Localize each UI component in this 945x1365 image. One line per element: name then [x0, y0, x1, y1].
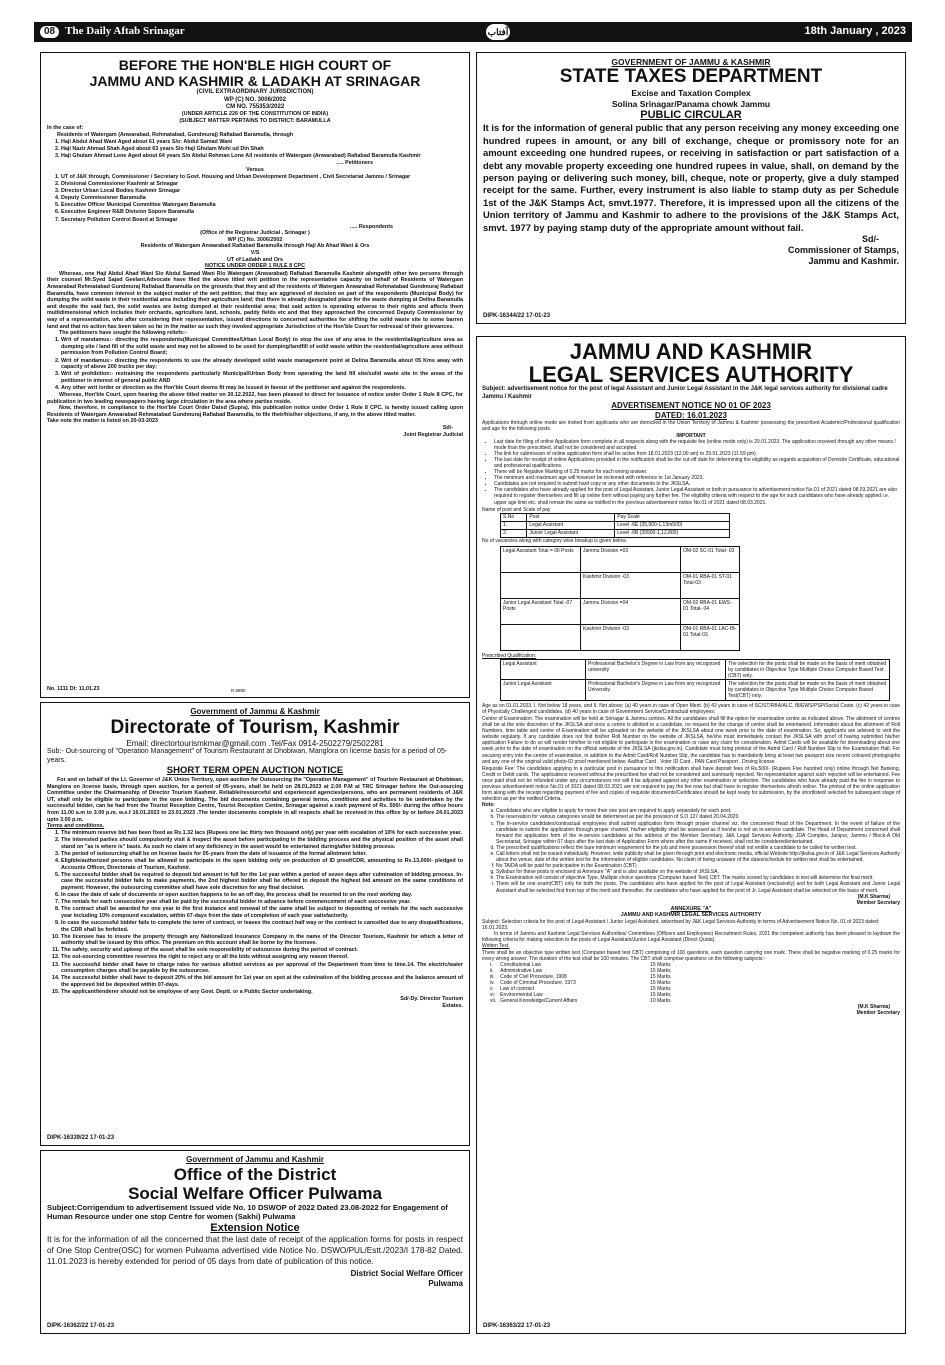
- vacancy-breakup: OM-02 RBA-01 EWS-01 Total- 04: [681, 599, 740, 625]
- annexure-body: In terms of Jammu and Kashmir Legal Services Authorities/ Committees (Officers and Employees) Recruitment Rules, 2021 the competent authority has been pleased to laydown the following criteria for making selection to the posts of Legal Assistant/Junior Legal Assistant (Direct Quota).: [482, 931, 900, 944]
- respondent-item: 6. Executive Engineer R&B Division Sopore Baramulla: [61, 209, 463, 216]
- syllabus-cell: General Knowledge/Current Affairs: [500, 998, 578, 1005]
- scale-cell: Level -6E (35,900-1,13m500): [615, 521, 730, 529]
- tourism-auction-notice: [40, 702, 470, 1146]
- legal-signatory-title: Member Secretary: [856, 899, 900, 906]
- note-item: h. The Examination will consist of objective Type, Multiple choice questions (Computer based Test) CBT. The marks scored by candidates in test will determine the final merit.: [496, 875, 900, 881]
- relief-item: 4. Any other writ /order or direction as the Hon'ble Court deems fit may be issued in favour of the petitioner and against the respondents.: [61, 385, 463, 392]
- court-jurisdiction: (CIVIL EXTRAORDINARY JURISDICTION): [196, 89, 314, 96]
- written-body: There shall be an objective type written test (Computer based test CBT) comprising of 100 questions, each question carrying one mark. There shall be negative marking of 0.25 marks for every wrong answer. The duration of the test shall be 100 minutes. The CBT shall comprise questions on the following subjects:-: [482, 949, 900, 962]
- notes-label: Note:: [482, 802, 495, 809]
- taxes-signatory-2: Jammu and Kashmir.: [808, 255, 899, 266]
- court-title-line1: BEFORE THE HON'BLE HIGH COURT OF: [118, 57, 392, 73]
- qualification-table: [500, 659, 890, 701]
- syllabus-cell: vi.: [490, 992, 495, 999]
- legal-dipk: DIPK-16363/22 17-01-23: [483, 1322, 551, 1329]
- taxes-dipk: DIPK-16344/22 17-01-23: [483, 312, 551, 319]
- legal-adv-number: ADVERTISEMENT NOTICE NO 01 OF 2023: [611, 400, 771, 410]
- court-para3: Now, therefore, in compliance to the Hon'ble Court Order Dated (Supra), this publication notice under Order 1 Rule 8 CPC, is hereby issued calling upon Residents of Watergam Anwarabad Rehmatabad Gundmuraj Rafiabad Baramulla, to file their/his/her objections, if any, in the above titled matter.: [47, 405, 463, 418]
- scale-label: Name of post and Scale of pay: [482, 506, 551, 513]
- vacancy-post: Junior Legal Assistant Total -07 Posts: [501, 599, 581, 625]
- syllabus-cell: Administrative Law: [500, 967, 543, 974]
- court-wp2: WP (C) No. 3006/2002: [227, 236, 283, 243]
- vacancy-post: [501, 573, 581, 599]
- court-r-number: R.8880: [231, 687, 246, 693]
- reliefs-list: [47, 337, 463, 391]
- taxes-body: It is for the information of general public that any person receiving any money exceeding one hundred rupees in amount, or any bill of exchange, cheque or promissory note for an amount exceeding one hundred rupees, or receiving in satisfaction or part satisfaction of a debt any movable property exceeding one hundred rupees in value, shall, on demand by the person paying or delivering such money, bill, cheque, note or property, give a duly stamped receipt for the same. Further, every instrument is also liable to stamp duty as per Schedule 1st of the J&K Stamps Act, smvt.1977. Therefore, it is impressed upon all the citizens of the Union territory of Jammu and Kashmir to adhere to the provisions of the J&K Stamps Act, smvt. 1977 by paying stamp duty of the appropriate amount without fail.: [483, 122, 899, 233]
- court-signatory: Joint Registrar Judicial: [403, 431, 463, 438]
- vacancy-label: No of vacancies along with category wise breakup is given below.: [482, 538, 627, 544]
- written-label: Written Test.: [482, 943, 510, 950]
- reliefs-intro: The petitioners have sought the following reliefs:-: [59, 330, 187, 337]
- syllabus-cell: 15 Marks: [650, 973, 671, 980]
- paper-name: The Daily Aftab Srinagar: [65, 25, 185, 38]
- social-welfare-notice: [40, 1150, 470, 1334]
- respondents-label: ..... Respondents: [349, 223, 393, 230]
- table-row: [501, 521, 730, 529]
- social-notice-title: Extension Notice: [210, 1221, 300, 1234]
- term-item: 13. The successful bidder shall have to charge rates for various allotted services as per approval of the Department from time to time.14. The electric/water consumption charges shall be payable by the outsourcee.: [61, 962, 463, 975]
- annexure-subtitle: JAMMU AND KASHMIR LEGAL SERVICES AUTHORITY: [620, 912, 762, 919]
- term-item: 7. The rentals for each consecutive year shall be paid by the successful bidder in advance before commencement of each successive year.: [61, 899, 463, 906]
- syllabus-cell: ii.: [490, 967, 494, 974]
- syllabus-cell: Constitutional Law: [500, 961, 541, 968]
- legal-signatory: (M.K Sharma): [857, 893, 890, 900]
- social-signatory-2: Pulwama: [428, 1278, 463, 1288]
- legal-services-notice: [476, 336, 906, 1334]
- residents-line: Residents of Watergam (Anwarabad, Rehmatabad, Gundmuraj) Rafiabad Baramulla, through: [57, 131, 294, 138]
- in-case-label: In the case of:: [47, 125, 84, 132]
- respondent-item: 4. Deputy Commissioner Baramulla: [61, 195, 463, 202]
- court-para1: Whereas, one Haji Abdul Ahad Wani S/o Abdul Samad Wani R/o Watergam (Anwarabad) Rafiabad Baramulla Kashmir alongwith other two persons through their counsel Mr.Syed Sajad Geelani,Advocate have filed the above titled writ petition in the representative capacity on behalf of Residents of Watergam Anwarabad Rehmatabad Gundmuraj Rafiabad Baramulla on the grounds that they and all the residents of Watergam Anwarabad Rehmatabad Gundmuraj Rafiabad Baramulla, have common interest in the subject matter of the writ petition; that they are aggrieved of decision on part of the respondents (Municipal Body) for dumping the solid waste in their residential area including their agriculture land; that there is already designated place for the waste dumping at Delina Baramulla and despite the said fact, the solid wastes are being dumped at their residential area; that said action is operating adverse to their rights and affects them multidimensional which includes their orchards, agriculture land, schools, paddy fields etc and that they approached the concerned Deputy Commissioner by way of a representation, who after considering their representation, issued directions to concerned authorities for shifting the solid waste site to some barren land and that no action has been taken so far in the matter as such they invoked appropriate Jurisdiction of the Hon'ble Court for redressal of their grievances.: [47, 270, 463, 330]
- syllabus-cell: Code of Civil Procedure, 1908: [500, 973, 567, 980]
- vacancy-post: [501, 625, 581, 651]
- court-note: Take note the matter is listed on 20-03-2023: [47, 418, 159, 425]
- page-number: 08: [40, 26, 59, 38]
- petitioner-item: 2. Haji Nazir Ahmad Shah Aged about 63 years S/o Haji Ghulam Mohi ud Din Shah: [61, 146, 463, 153]
- term-item: 4. Eligible/authorized persons shall be allowed to participate in the open bidding only on production of ID proof/CDR, amounting to Rs.13,000/- pledged to Accounts Officer, Directorate of Tourism, Kashmir.: [61, 858, 463, 871]
- high-court-notice: [40, 52, 470, 698]
- qual-cell: The selection for the posts shall be made on the basis of merit obtained by candidates in Objective Type Multiple Choice Computer Based Test(CBT) only.: [726, 680, 890, 700]
- tourism-intro: For and on behalf of the Lt. Governor of J&K Union Territory, open auction for Outsourcing the "Operation Management" of Tourism Restaurant at Dhobiwan, Manglora on license basis, through open auction, for a period of 05-years, shall be held on 28.01.2023 at 2.00 P.M at TRC Srinagar before the Out-sourcing Committee under the Chairmanship of Director Tourism Kashmir. Reliable/resourceful and experienced agencies/persons, who are permanent residents of J&K UT, shall only be eligible to participate in the open bidding. The bid documents containing general terms, conditions and activities to be undertaken by the successful bidder, can be had from the Tourist Reception Centre, Tourist Reception Centre, Srinagar against a cash payment of Rs. 500/- during the office hours from 11.00 a.m to 3.00 p.m. w.e.f 16.01.2023 to 23.01.2023 .The tender documents complete in all respects shall be received in this office by or before 24.01.2023 upto 3.00 p.m.: [47, 776, 463, 823]
- vacancy-table: [500, 546, 740, 651]
- legal-annex-signatory-title: Member Secretary: [856, 1010, 900, 1017]
- ut-label: UT of Ladakh and Ors: [226, 256, 283, 263]
- state-taxes-notice: [476, 52, 906, 324]
- qual-cell: Legal Assistant: [501, 660, 586, 680]
- syllabus-cell: 10 Marks: [650, 998, 671, 1005]
- table-row: [501, 599, 740, 625]
- table-row: [501, 625, 740, 651]
- vacancy-division: Kashmir Division -03: [581, 573, 681, 599]
- table-row: [501, 680, 890, 700]
- syllabus-cell: 15 Marks: [650, 979, 671, 986]
- term-item: 1. The minimum reserve bid has been fixed as Rs.1.32 lacs (Rupees one lac thirty two thousand only) per year with escalation of 10% for each successive year.: [61, 830, 463, 837]
- vacancy-division: Kashmir Division -03: [581, 625, 681, 651]
- note-item: d. The prescribed qualifications reflect the bare minimum requirement for the job and mere possession thereof shall not entitle a candidate to be called for written test.: [496, 845, 900, 851]
- tourism-email: Email: directortourismkmar@gmail.com .Tel/Fax 0914-2502279/2502281: [126, 738, 384, 748]
- scale-header: Pay Scale: [615, 513, 730, 521]
- syllabus-cell: 15 Marks: [650, 967, 671, 974]
- qual-cell: Professional Bachelor's Degree in Law from any recognized university: [586, 660, 726, 680]
- scale-cell: 1.: [501, 521, 527, 529]
- table-row: [501, 529, 730, 537]
- note-item: i. There will be one exam(CBT) only for both the posts. The candidates who have applied for the post of Legal Assistant (exclusively) and for both Legal Assistant and Junior Legal Assistant shall be selected first from top of the merit and thereafter, the candidates who have applied for the post of Jr. Legal Assistant shall be selected on the basis of merit.: [496, 881, 900, 893]
- taxes-title: STATE TAXES DEPARTMENT: [559, 66, 823, 88]
- qual-cell: The selection for the posts shall be made on the basis of merit obtained by candidates in Objective Type Multiple Choice Computer Based Test (CBT) only.: [726, 660, 890, 680]
- social-body: It is for the information of all the concerned that the last date of receipt of the application forms for posts in respect of One Stop Centre(OSC) for women Pulwama advertised vide Notice No. DSWO/PUL/Estt./2023/I 178-82 Dated. 11.01.2023 is hereby extended for period of 05 days from date of publication of this notice.: [47, 1235, 463, 1266]
- legal-title-line2: LEGAL SERVICES AUTHORITY: [528, 362, 854, 388]
- court-sd: Sd/-: [442, 424, 453, 431]
- respondent-item: 7. Secretary Pollution Control Board at Srinagar: [61, 217, 463, 224]
- legal-intro: Applications through online mode are invited from applicants who are domiciled in the Union Territory of Jammu & Kashmir possessing the prescribed Academic/Professional qualification and age for the following posts.: [482, 420, 900, 433]
- important-item: • Last date for filing of online Application form complete in all respects along with the requisite fee (online mode only) is 29.01.2023. The application received through any other means / mode than the prescribed, shall not be considered and accepted.: [494, 439, 900, 451]
- tourism-dipk: DIPK-16339/22 17-01-23: [47, 1134, 115, 1141]
- tourism-title: Directorate of Tourism, Kashmir: [110, 716, 400, 738]
- syllabus-cell: iv.: [490, 979, 495, 986]
- syllabus-cell: v.: [490, 986, 494, 993]
- tourism-signatory-2: Estates.: [442, 1002, 463, 1009]
- term-item: 3. The period of outsourcing shall be on license basis for 05-years from the date of issuance of the formal allotment letter.: [61, 851, 463, 858]
- relief-item: 2. Writ of mandamus:- directing the respondents to use the already developed solid waste management point at Delina Baramulla about 05 Kms away with capacity of above 200 trucks per day;: [61, 358, 463, 371]
- notes-list: [482, 808, 900, 893]
- taxes-signatory: Commissioner of Stamps,: [787, 245, 899, 255]
- term-item: 11. The safety, security and upkeep of the asset shall be sole responsibility of outsourcee during the period of contract.: [61, 947, 463, 954]
- term-item: 12. The out-sourcing committee reserves the right to reject any or all the bids without assigning any reason thereof.: [61, 954, 463, 961]
- social-govt: Government of Jammu and Kashmir: [186, 1155, 324, 1164]
- respondent-item: 2. Divisional Commissioner Kashmir at Srinagar: [61, 181, 463, 188]
- taxes-sub2: Solina Srinagar/Panama chowk Jammu: [611, 98, 771, 109]
- syllabus-cell: Environmental Law: [500, 992, 543, 999]
- taxes-circular-title: PUBLIC CIRCULAR: [640, 108, 742, 121]
- legal-dated: DATED: 16.01.2023: [655, 410, 727, 420]
- note-item: a. Candidates who are eligible to apply for more than one post are required to apply separately for each post.: [496, 808, 900, 814]
- syllabus-cell: Law of contract: [500, 986, 535, 993]
- versus-label: Versus: [246, 166, 264, 173]
- term-item: 14. The successful bidder shall have to deposit 20% of the bid amount for 1st year on spot at the culmination of the bidding process and the balance amount of the approved bid be deposited within 07-days.: [61, 975, 463, 988]
- tourism-terms-list: [47, 830, 463, 995]
- taxes-govt: GOVERNMENT OF JAMMU & KASHMIR: [611, 57, 771, 67]
- scale-header: S.No: [501, 513, 527, 521]
- court-wp-number: WP (C) NO. 3006/2002: [224, 96, 286, 103]
- petitioners-list: [47, 139, 463, 160]
- important-item: • Candidates are not required to submit hard copy or any other documents to the JKSLSA.: [494, 481, 900, 487]
- important-item: • There will be Negative Marking of 0.25 marks for each wrong answer.: [494, 469, 900, 475]
- important-item: • The last date for receipt of online Applications provided in the notification shall be the cut-off date for determining the eligibility as regards acquisition of Domicile Certificate, educational and professional qualifications.: [494, 457, 900, 469]
- syllabus-table: [488, 962, 673, 1005]
- petitioner-item: 1. Haji Abdul Ahad Wani Aged about 61 years S/o: Abdul Samad Wani: [61, 139, 463, 146]
- syllabus-cell: 15 Marks: [650, 961, 671, 968]
- important-item: • The minimum and maximum age will however be reckoned with reference to 1st January 2023.: [494, 475, 900, 481]
- vacancy-breakup: OM-01 RBA-01 LAC-IB-01 Total-03: [681, 625, 740, 651]
- legal-title-line1: JAMMU AND KASHMIR: [569, 339, 813, 364]
- scale-cell: 2.: [501, 529, 527, 537]
- tourism-notice-title: SHORT TERM OPEN AUCTION NOTICE: [166, 765, 344, 777]
- important-item: • The candidates who have already applied for the post of Legal Assistant, Junior Legal Assistant or both in pursuance to advertisement notice No.01 of 2021 dated 08.03.2021 are also required to register themselves and fill up online form without paying any further fee. The eligibility criteria with respect to the age for such candidates who have already applied i.e. upper age limit etc. shall remain the same as notified in the previous advertisement notice No.01 of 2021 dated 08.03.2021.: [494, 487, 900, 505]
- syllabus-cell: 15 Marks: [650, 992, 671, 999]
- annexure-subject: Subject: Selection criteria for the post of Legal Assistant / Junior Legal Assistant, advertised by J&K Legal Services Authority in terms of Advertisement Notice No. 01 of 2023 dated: 16.01.2023.: [482, 919, 880, 932]
- syllabus-cell: Code of Criminal Procedure, 1973: [500, 979, 576, 986]
- age-section: Age as on 01.01.2023. I. Not below 18 years, and II. Not above; (a) 40 years in case of Open Merit. (b) 43 years in case of SC/ST/RBA/ALC, IB/EWS/PSP/Social Caste. (c) 42 years in case of Physically Challenged candidates. (d) 40 years in case of Government Service/Contractual employees;: [482, 702, 900, 715]
- annexure-title: ANNEXURE "A": [670, 905, 712, 912]
- note-item: f. No TA/DA will be paid for participation in the Examination (CBT): [496, 863, 900, 869]
- court-cm-number: CM NO. 755353/2022: [225, 103, 285, 110]
- vacancy-division: Jammu Division =04: [581, 599, 681, 625]
- note-item: g. Syllabus for these posts is enclosed at Annexure "A" and is also available on the website of JKSLSA.: [496, 869, 900, 875]
- respondent-item: 3. Director Urban Local Bodies Kashmir Srinagar: [61, 188, 463, 195]
- scale-header: Post: [527, 513, 615, 521]
- note-item: e. Call letters shall not be issued individually. However, wide publicity shall be given through print and electronic media, official Website http://jkslsa.gov.in of J&K Legal Services Authority about the venue, date of the written test for the information of eligible candidates. No claim of being unaware of the dates/schedule for written test shall be entertained.: [496, 851, 900, 863]
- syllabus-cell: 15 Marks: [650, 986, 671, 993]
- scale-cell: Level -6B (35500-1,12,800): [615, 529, 730, 537]
- tourism-govt: Government of Jammu & Kashmir: [190, 707, 320, 716]
- newspaper-logo: آفتاب: [486, 24, 510, 40]
- legal-annex-signatory: (M.K Sharma): [857, 1004, 890, 1011]
- social-dipk: DIPK-16362/22 17-01-23: [47, 1322, 115, 1329]
- petitioners-label: ..... Petitioners: [336, 160, 373, 167]
- term-item: 2. The interested parties should compulsorily visit & inspect the asset before participating in the bidding process and the physical position of the asset shall stand on "as is where is" basis. As such no claim of any deficiency in the asset would be entertained during/after bidding process.: [61, 837, 463, 850]
- syllabus-cell: vii.: [490, 998, 497, 1005]
- relief-item: 3. Writ of prohibition:- restraining the respondents particularly Municipal/Urban Body from operating the land fill site/solid waste site in the areas of the petitioner in interest of general public AND: [61, 371, 463, 384]
- scale-cell: Legal Assistant: [527, 521, 615, 529]
- note-item: c. The in-service candidates/contractual employees shall submit application form through proper channel viz. the concerned Head of the Department. In the event of failure of the candidate to submit the application through proper channel, his/her eligibility shall be assessed as if he/she is not an in-service candidate. The Head of Department concerned shall forward the application form of the in-service candidates at the address of the Member Secretary, J&K Legal Services Authority, JDA Complex, Janipur, Jammu / Block-A Old Secretariat, Srinagar within 07 days after the last date of Application Form where after the same if received, shall not be considered/entertained.: [496, 821, 900, 845]
- syllabus-cell: iii.: [490, 973, 495, 980]
- vs-label: V/S: [250, 250, 260, 256]
- social-title-line2: Social Welfare Officer Pulwama: [128, 1183, 382, 1203]
- legal-important: IMPORTANT: [676, 432, 706, 439]
- table-row: [501, 547, 740, 573]
- taxes-sub1: Excise and Taxation Complex: [631, 88, 751, 99]
- social-signatory: District Social Welfare Officer: [350, 1269, 463, 1279]
- qual-cell: Professional Bachelor's Degree in Law from any recognized University.: [586, 680, 726, 700]
- term-item: 15. The applicant/tenderer should not be employee of any Govt. Deptt. or a Public Sector undertaking.: [61, 989, 463, 996]
- newspaper-header: [34, 22, 912, 42]
- legal-important-list: [482, 439, 900, 506]
- table-row: [501, 660, 890, 680]
- term-item: 9. In case the successful bidder fails to complete the term of contract, or leaves the contract half way or the contract is cancelled due to any disqualifications, the CDR shall be forfeited.: [61, 920, 463, 933]
- respondent-item: 5. Executive Officer Municipal Committee Watergam Baramulla: [61, 202, 463, 209]
- court-notice-number: No. 1111 Dt: 11.01.23: [47, 686, 100, 693]
- respondents-list: [47, 174, 463, 223]
- notice-title: NOTICE UNDER ORDER 1 RULE 8 CPC: [204, 263, 306, 270]
- respondent-item: 1. UT of J&K through, Commissioner / Secretary to Govt. Housing and Urban Development Department , Civil Secretariat Jammu / Srinagar: [61, 174, 463, 181]
- term-item: 10. The licensee has to insure the property through any Nationalized Insurance Company in the name of the Director Tourism, Kashmir for which a letter of authority shall be issued by this office. The premium on this account shall be borne by the licensee.: [61, 934, 463, 947]
- taxes-sd: Sd/-: [862, 234, 879, 245]
- table-row: [501, 573, 740, 599]
- legal-subject: Subject: advertisement notice for the post of legal Assistant and Junior Legal Assistant in the J&K legal services authority for divisional cadre Jammu / Kashmir: [482, 386, 888, 400]
- qual-cell: Junior Legal Assistant: [501, 680, 586, 700]
- scale-cell: Junior Legal Assistant: [527, 529, 615, 537]
- vacancy-post: Legal Assistant Total = 06 Posts: [501, 547, 581, 573]
- social-subject: Subject:Corrigendum to advertisement Issued vide No. 10 DSWOP of 2022 Dated 23.08-2022 for Engagement of Human Resource under one stop Centre for women (Sakhi) Pulwama: [47, 1202, 448, 1222]
- tourism-terms-label: Terms and conditions.: [47, 823, 105, 830]
- social-title-line1: Office of the District: [173, 1164, 337, 1184]
- court-para2: Whereas, Hon'ble Court, upon hearing the above titled matter on 30.12.2022, has been pleased to direct for issuance of notice under Order 1 Rule 8 CPC, for publication in two leading newspapers having large circulation in the area where parties reside.: [47, 391, 463, 405]
- tourism-subject: Sub:- Out-sourcing of "Operation Management" of Tourism Restaurant at Dhobiwan, Manglora on license basis for a period of 05-years.: [47, 748, 448, 764]
- centre-section: Centre of Examination: The examination will be held at Srinagar & Jammu centres. All the candidates shall fill the option for examination centre as indicated above. The allotment of centres shall be at the sole discretion of the JKSLSA and once a centre is allotted to a candidate, no request for the change of centre shall be entertained. Information about the allotment of Roll Numbers, time table and centre of Examination will be uploaded on the website of the JKSLSA about one week prior to the date of examination. So, applicants are advised to visit the website regularly. If any candidate does not find his/her Roll Number on the website of JKSLSA, he/she must immediately contact the JKSLSA with proof of having submitted his/her application Failure to do so will render him/her to not eligible to participate in the examination or raise any claim for consideration. Admit Cards will be available for downloading about one week prior to the date of examination on the official website of the JKSLSA (jkslsa.gov.in). Candidate must bring printout of the Admit Card / Roll Number Slip to the Examination Hall. For securing entry into the centre of examination, in addition to the Admit Card/Roll Number Slip, the candidate has to mandatorily bring at least two passport size recent coloured photographs and any one of the original valid photo-ID proof mentioned below; Aadhar Card . Voter ID Card . PAN Card Passport . Driving license: [482, 715, 900, 765]
- term-item: 5. The successful bidder shall be required to deposit bid amount in full for the 1st year within a period of seven days after culmination of bidding process. In-case the successful bidder fails to make payments, the 2nd highest bidder shall be offered to deposit the highest bid amount on the same conditions of payment. However, the outsourcing committee shall have sole discretion for any final decision.: [61, 872, 463, 892]
- syllabus-cell: i.: [490, 961, 493, 968]
- vacancy-division: Jammu Division =03: [581, 547, 681, 573]
- court-title-line2: JAMMU AND KASHMIR & LADAKH AT SRINAGAR: [89, 73, 421, 90]
- important-item: • The link for submission of online application form shall be active from 18.01.2023 (12.00 am) to 29.01.2023 (11.59 pm).: [494, 451, 900, 457]
- pay-scale-table: [500, 513, 730, 538]
- tourism-signatory: Sd/-Dy. Director Tourism: [400, 995, 463, 1002]
- term-item: 8. The contract shall be awarded for one year in the first instance and renewal of the same shall be subject to depositing of rentals for the each successive year including 10% compound escalation, within 07-days from the date of completion of each year satisfactorily.: [61, 906, 463, 919]
- note-item: b. The reservation for various categories would be determined as per the provision of S.O 127 dated 20.04.2020.: [496, 814, 900, 820]
- issue-date: 18th January , 2023: [804, 25, 906, 38]
- residents2: Residents of Watergam Anwarabad Rafiabad Baramulla through Hajl Ab Ahad Wani & Ors: [140, 243, 370, 250]
- court-subject: (SUBJECT MATTER PERTAINS TO DISTRICT: BARAMULLA: [179, 117, 331, 124]
- fee-section: Requisite Fee: The candidates applying to a particular post in pursuance to this notification shall have deposit fees of Rs.500/- (Rupees Five hundred only) online through Net Banking, Credit or Debit cards. The applications received without the prescribed fee shall not be considered and summarily rejected. No representation against such rejection will be entertained. Fee once paid shall not be refunded under any circumstances nor will it be adjusted against any other examination or selection. The candidates who have already paid the fee in response to previous advertisement notice No.01 of 2021 dated 08.03.2021 are not required to pay the fee now but shall have to register themselves afresh online. The printout of the online application form along with the receipt regarding payment of fee and copies of requisite documents/Certificates should be kept ready for submission, by the shortlisted/ selected for subsequent stage of selection as per the notified Criteria.: [482, 765, 900, 803]
- vacancy-breakup: OM-02 SC-01 Total- 03: [681, 547, 740, 573]
- registrar-office: (Office of the Registrar Judicial , Srinagar ): [200, 230, 310, 237]
- term-item: 6. In case the date of sale of documents or open auction happens to be an off day, the process shall be resorted to on the next working day.: [61, 892, 463, 899]
- qualification-label: Prescribed Qualification:: [482, 653, 537, 660]
- vacancy-breakup: OM-01 RBA-01 ST-01 Total-03: [681, 573, 740, 599]
- petitioner-item: 3. Haji Ghulam Ahmad Lone Aged about 64 years S/o Abdul Rehman Lone All residents of Watergam (Anwarabad) Rafiabad Baramulla Kashmir: [61, 153, 463, 160]
- court-under-article: (UNDER ARTICLE 226 OF THE CONSTITUTION OF INDIA): [181, 111, 329, 118]
- relief-item: 1. Writ of mandamus:- directing the respondents(Municipal Committee/Urban Local Body) to stop the use of any area in the residential/agriculture area as dumping site / land fill of the solid waste and may not be allowed to be used for dumping/landfill of solid waste within the residential/agriculture area without permission from Pollution Control Board;: [61, 337, 463, 357]
